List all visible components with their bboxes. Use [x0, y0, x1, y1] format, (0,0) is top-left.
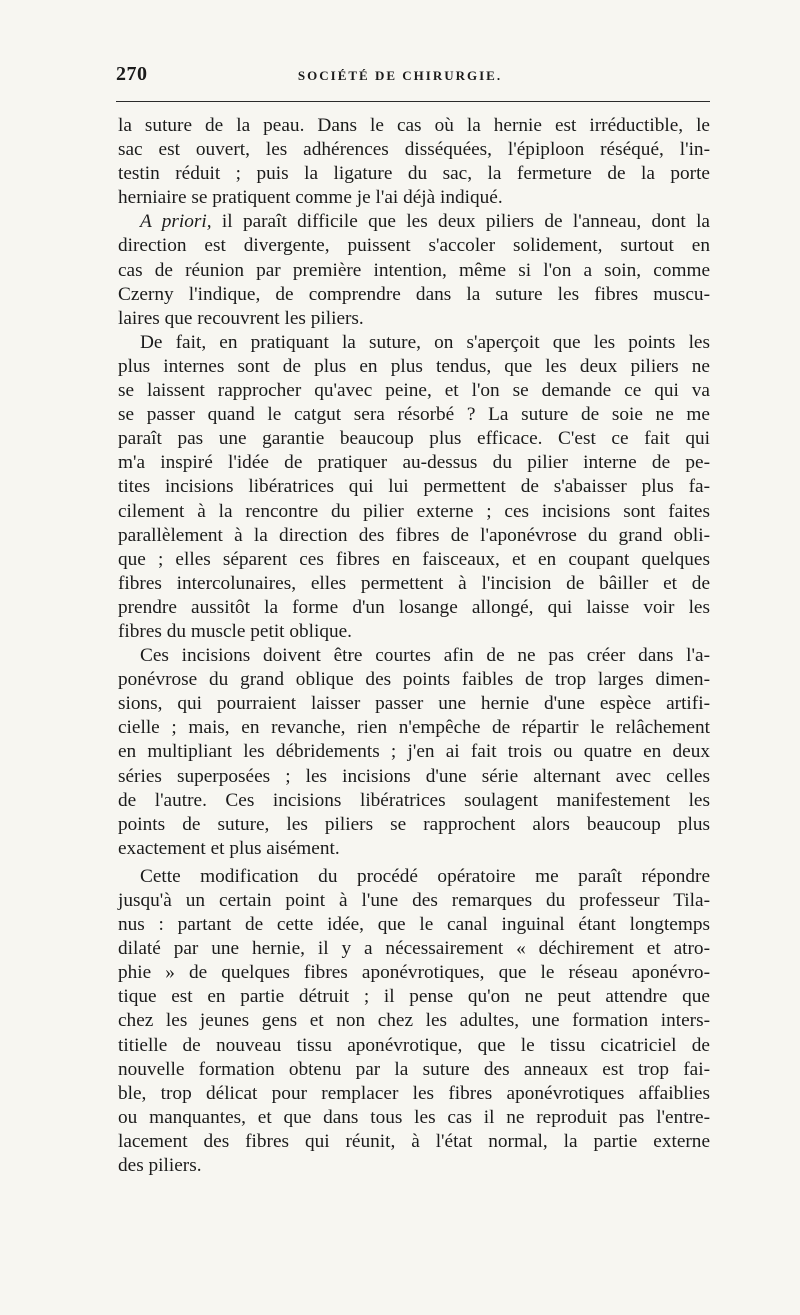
running-head: SOCIÉTÉ DE CHIRURGIE. [297, 68, 503, 83]
paragraph [118, 210, 710, 330]
text-line: que ; elles séparent ces fibres en faisceaux, et en coupant quelques [118, 548, 710, 570]
text-line: Cette modification du procédé opératoire me paraît répondre [140, 865, 710, 887]
text-line: Ces incisions doivent être courtes afin de ne pas créer dans l'a- [140, 645, 710, 667]
text-line: plus internes sont de plus en plus tendus, que les deux piliers ne [118, 355, 710, 377]
text-line: nus : partant de cette idée, que le canal inguinal étant longtemps [118, 914, 710, 936]
body-text [118, 114, 710, 1178]
text-line: chez les jeunes gens et non chez les adultes, une formation inters- [118, 1010, 710, 1032]
text-line: dilaté par une hernie, il y a nécessairement « déchirement et atro- [118, 938, 710, 960]
text-line: exactement et plus aisément. [118, 837, 340, 859]
text-line: direction est divergente, puissent s'accoler solidement, surtout en [118, 235, 710, 257]
text-line: séries superposées ; les incisions d'une série alternant avec celles [118, 765, 710, 787]
text-line: cilement à la rencontre du pilier externe ; ces incisions sont faites [118, 500, 710, 522]
text-line: cas de réunion par première intention, même si l'on a soin, comme [118, 259, 710, 281]
text-line: testin réduit ; puis la ligature du sac, la fermeture de la porte [118, 163, 710, 185]
text-line: sac est ouvert, les adhérences disséquées, l'épiploon réséqué, l'in- [118, 139, 710, 161]
text-line: De fait, en pratiquant la suture, on s'aperçoit que les points les [140, 331, 710, 353]
text-line: sions, qui pourraient laisser passer une hernie d'une espèce artifi- [118, 693, 710, 715]
paragraph [118, 331, 710, 644]
text-line: cielle ; mais, en revanche, rien n'empêche de répartir le relâchement [118, 717, 710, 739]
text-run: il paraît difficile que les deux piliers de l'anneau, dont la [211, 211, 710, 233]
page-number: 270 [116, 63, 148, 85]
text-line: en multipliant les débridements ; j'en ai fait trois ou quatre en deux [118, 741, 710, 763]
text-line: se laissent rapprocher qu'avec peine, et l'on se demande ce qui va [118, 380, 710, 402]
text-line: fibres intercolunaires, elles permettent à l'incision de bâiller et de [118, 572, 710, 594]
text-line: tique est en partie détruit ; il pense qu'on ne peut attendre que [118, 986, 710, 1008]
paragraph [118, 865, 710, 1178]
text-line: ou manquantes, et que dans tous les cas il ne reproduit pas l'entre- [118, 1106, 710, 1128]
paragraph [118, 114, 710, 210]
text-line: prendre aussitôt la forme d'un losange allongé, qui laisse voir les [118, 596, 710, 618]
text-line: de l'autre. Ces incisions libératrices soulagent manifestement les [118, 789, 710, 811]
text-line: m'a inspiré l'idée de pratiquer au-dessus du pilier interne de pe- [118, 452, 710, 474]
text-line: des piliers. [118, 1155, 202, 1177]
text-line: phie » de quelques fibres aponévrotiques, que le réseau aponévro- [118, 962, 710, 984]
paragraph [118, 644, 710, 861]
text-line [118, 210, 710, 234]
text-line: paraît pas une garantie beaucoup plus efficace. C'est ce fait qui [118, 428, 710, 450]
text-line: ble, trop délicat pour remplacer les fibres aponévrotiques affaiblies [118, 1082, 710, 1104]
text-line: jusqu'à un certain point à l'une des remarques du professeur Tila- [118, 890, 710, 911]
text-line: nouvelle formation obtenu par la suture des anneaux est trop fai- [118, 1058, 710, 1080]
text-line: la suture de la peau. Dans le cas où la hernie est irréductible, le [118, 115, 710, 136]
text-line: se passer quand le catgut sera résorbé ? La suture de soie ne me [118, 404, 710, 426]
text-line: herniaire se pratiquent comme je l'ai déjà indiqué. [118, 187, 503, 209]
text-line: lacement des fibres qui réunit, à l'état normal, la partie externe [118, 1130, 710, 1152]
header-rule [116, 101, 710, 102]
text-line: Czerny l'indique, de comprendre dans la suture les fibres muscu- [118, 283, 710, 305]
text-line: fibres du muscle petit oblique. [118, 620, 353, 642]
text-line: titielle de nouveau tissu aponévrotique, que le tissu cicatriciel de [118, 1034, 710, 1056]
text-line: ponévrose du grand oblique des points faibles de trop larges dimen- [118, 669, 710, 691]
italic-lead: A priori, [140, 211, 212, 233]
text-line: parallèlement à la direction des fibres de l'aponévrose du grand obli- [118, 524, 710, 546]
text-line: points de suture, les piliers se rapprochent alors beaucoup plus [118, 813, 710, 835]
text-line: laires que recouvrent les piliers. [118, 307, 364, 329]
text-line: tites incisions libératrices qui lui permettent de s'abaisser plus fa- [118, 476, 710, 498]
